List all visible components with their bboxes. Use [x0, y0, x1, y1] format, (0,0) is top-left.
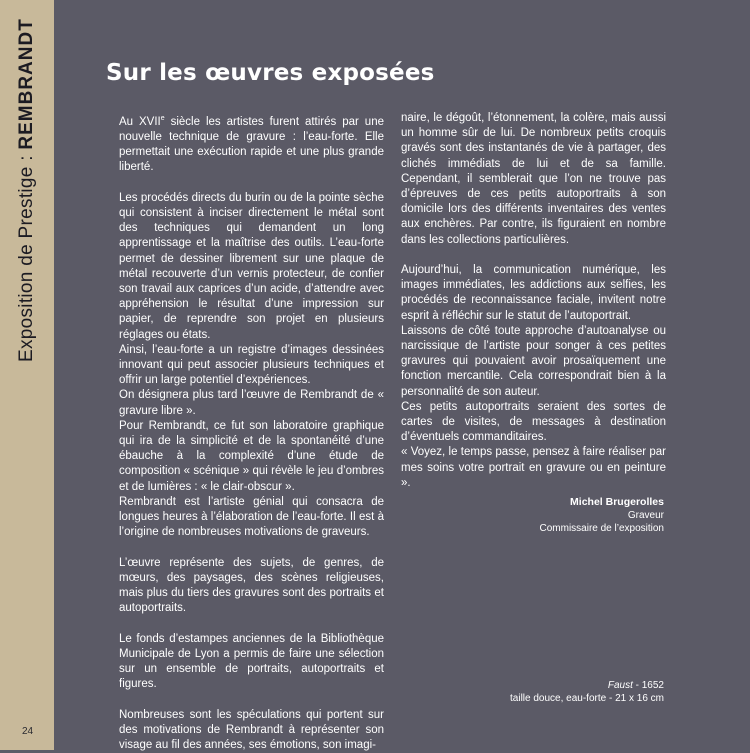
- paragraph: Le fonds d’estampes anciennes de la Bibliothèque Municipale de Lyon a permis de faire une sélection sur un ensemble de portraits, autoportraits et figures.: [119, 632, 384, 691]
- signature: [540, 496, 665, 535]
- paragraph: Les procédés directs du burin ou de la pointe sèche qui consistent à inciser directement le métal sont des techniques qui demandent un long apprentissage et la maîtrise des outils. L’eau-forte permet de dessiner librement sur une plaque de métal recouverte d’un vernis protecteur, de confier son travail aux caprices d’un acide, d’attendre avec appréhension le résultat d’une impression sur papier, de reprendre son projet en plusieurs réglages ou états.: [119, 191, 384, 341]
- page-number: 24: [22, 726, 34, 737]
- paragraph: Pour Rembrandt, ce fut son laboratoire graphique qui ira de la simplicité et de la spontanéité d’une ébauche à la complexité d’une étude de composition « scénique » qui révèle le jeu d’ombres et de lumières : « le clair-obscur ».: [119, 419, 384, 493]
- signature-title: Commissaire de l’exposition: [539, 523, 664, 534]
- paragraph: Ces petits autoportraits seraient des sortes de cartes de visites, de messages à destination d’éventuels commanditaires.: [401, 400, 666, 444]
- signature-name: Michel Brugerolles: [570, 496, 664, 508]
- paragraph: L’œuvre représente des sujets, de genres, de mœurs, des paysages, des scènes religieuses, mais plus du tiers des gravures sont des portraits et autoportraits.: [119, 556, 384, 615]
- paragraph: On désignera plus tard l’œuvre de Rembrandt de « gravure libre ».: [119, 389, 384, 417]
- title-name: REMBRANDT: [16, 18, 37, 150]
- left-column: [119, 111, 384, 753]
- artwork-date: - 1652: [632, 680, 664, 691]
- paragraph: Nombreuses sont les spéculations qui portent sur des motivations de Rembrandt à représenter son visage au fil des années, ses émotions, son imagi-: [119, 708, 384, 752]
- artwork-technique: taille douce, eau-forte - 21 x 16 cm: [510, 693, 664, 704]
- page-heading: Sur les œuvres exposées: [106, 60, 435, 86]
- paragraph-intro: Au XVIIe siècle les artistes furent attirés par une nouvelle technique de gravure : l’eau-forte. Elle permettait une exécution rapide et une plus grande liberté.: [119, 115, 384, 174]
- paragraph: Ainsi, l’eau-forte a un registre d’images dessinées innovant qui peut associer plusieurs techniques et offrir un large potentiel d’expériences.: [119, 343, 384, 387]
- right-column: [401, 111, 666, 491]
- paragraph: Laissons de côté toute approche d’autoanalyse ou narcissique de l’artiste pour songer à ces petites gravures qui pouvaient avoir prosaïquement une fonction mercantile. Cela correspondrait bien à la personnalité de son auteur.: [401, 324, 666, 398]
- paragraph: Rembrandt est l’artiste génial qui consacra de longues heures à l’élaboration de l’eau-forte. Il est à l’origine de nombreuses motivations de graveurs.: [119, 495, 384, 539]
- paragraph: naire, le dégoût, l’étonnement, la colère, mais aussi un homme sûr de lui. De nombreux petits croquis gravés sont des instantanés de vie à partager, des clichés immédiats de lui et de sa famille. Cependant, il semblerait que l’on ne trouve pas d’épreuves de ces petits autoportraits à son domicile lors des différents inventaires des ventes aux enchères. Par contre, ils figuraient en nombre dans les collections particulières.: [401, 112, 666, 246]
- artwork-caption: [510, 679, 664, 705]
- paragraph: Aujourd’hui, la communication numérique, les images immédiates, les addictions aux selfies, les procédés de reconnaissance faciale, invitent notre esprit à réfléchir sur le statut de l’autoportrait.: [401, 264, 666, 322]
- signature-role: Graveur: [627, 510, 664, 521]
- title-prefix: Exposition de Prestige :: [16, 149, 37, 362]
- sidebar-band: [0, 0, 54, 750]
- paragraph: « Voyez, le temps passe, pensez à faire réaliser par mes soins votre portrait en gravure ou en peinture ».: [401, 446, 666, 489]
- artwork-title: Faust: [607, 680, 633, 691]
